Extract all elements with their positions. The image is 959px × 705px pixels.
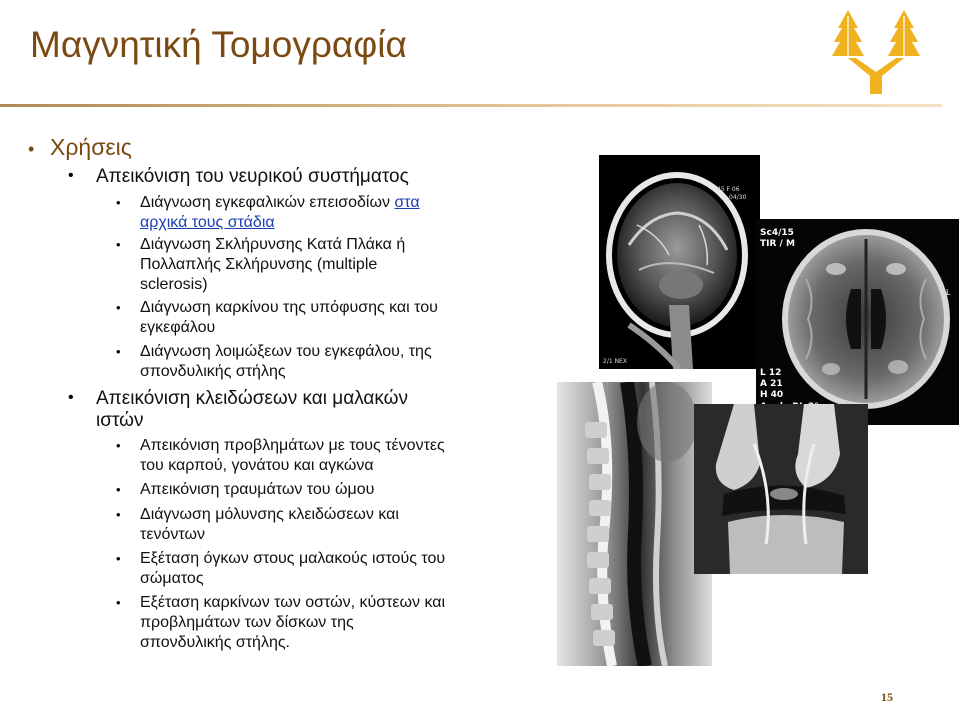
mri-sagittal-head-image [599,155,760,369]
bullet-icon: • [116,237,121,252]
mri-spine-image [557,382,712,666]
bullet-icon: • [116,195,121,210]
sagittal-label-2: 04/30 [729,194,747,201]
bullet-icon: • [116,507,121,522]
stroke-link[interactable]: στα [394,194,420,211]
axial-label-3: L 12 [760,368,782,378]
bullet-icon: • [116,344,121,359]
bullet-l3-tumors-1: Εξέταση όγκων στους μαλακούς ιστούς του [140,550,446,567]
stroke-link-cont[interactable]: αρχικά τους στάδια [140,214,275,231]
axial-label-4: A 21 [760,379,783,389]
bullet-l3-tumors-2: σώματος [140,570,204,587]
bullet-icon: • [116,595,121,610]
bullet-l3-infection-joints-2: τενόντων [140,526,205,543]
bullet-l3-pituitary-1: Διάγνωση καρκίνου της υπόφυσης και του [140,299,438,316]
university-logo-icon [826,2,926,98]
bullet-l3-stroke-text: Διάγνωση εγκεφαλικών επεισοδίων [140,194,395,211]
page-number: 15 [881,690,893,704]
bullet-icon: • [116,438,121,453]
bullet-icon: • [116,551,121,566]
slide-title: Μαγνητική Τομογραφία [30,24,407,65]
bullet-l3-ms-3: sclerosis) [140,276,208,293]
bullet-l3-tendons-2: του καρπού, γονάτου και αγκώνα [140,457,374,474]
bullet-l1-uses: Χρήσεις [50,134,132,160]
bullet-l2-joints-2: ιστών [96,410,144,431]
bullet-l3-tendons-1: Απεικόνιση προβλημάτων με τους τένοντες [140,437,445,454]
axial-label-side: L [946,288,951,297]
bullet-l3-infection-joints-1: Διάγνωση μόλυνσης κλειδώσεων και [140,506,399,523]
bullet-icon: • [116,300,121,315]
bullet-l3-bones-3: σπονδυλικής στήλης. [140,634,290,651]
bullet-icon: • [68,389,74,406]
bullet-icon: • [28,139,35,159]
axial-label-1: Sc4/15 [760,228,794,238]
bullet-l2-joints-1: Απεικόνιση κλειδώσεων και μαλακών [96,388,408,409]
bullet-l3-bones-1: Εξέταση καρκίνων των οστών, κύστεων και [140,594,446,611]
axial-label-2: TIR / M [760,239,795,249]
sagittal-label-1: 45 F 06 [717,186,740,193]
bullet-l3-infection-1: Διάγνωση λοιμώξεων του εγκεφάλου, της [140,343,432,360]
bullet-icon: • [116,482,121,497]
title-divider [0,104,942,107]
mri-axial-brain-image [756,219,959,425]
bullet-l3-ms-1: Διάγνωση Σκλήρυνσης Κατά Πλάκα ή [140,236,406,253]
mri-knee-image [694,404,868,574]
bullet-l3-shoulder: Απεικόνιση τραυμάτων του ώμου [140,481,375,498]
axial-label-5: H 40 [760,390,784,400]
bullet-l3-bones-2: προβλημάτων των δίσκων της [140,614,354,631]
bullet-icon: • [68,167,74,184]
bullet-l3-infection-2: σπονδυλικής στήλης [140,363,286,380]
sagittal-label-3: 2/1 NEX [603,358,627,365]
bullet-l3-pituitary-2: εγκεφάλου [140,319,216,336]
bullet-l2-nervous: Απεικόνιση του νευρικού συστήματος [96,166,409,187]
bullet-l3-ms-2: Πολλαπλής Σκλήρυνσης (multiple [140,256,378,273]
bullet-l3-stroke [140,193,420,213]
